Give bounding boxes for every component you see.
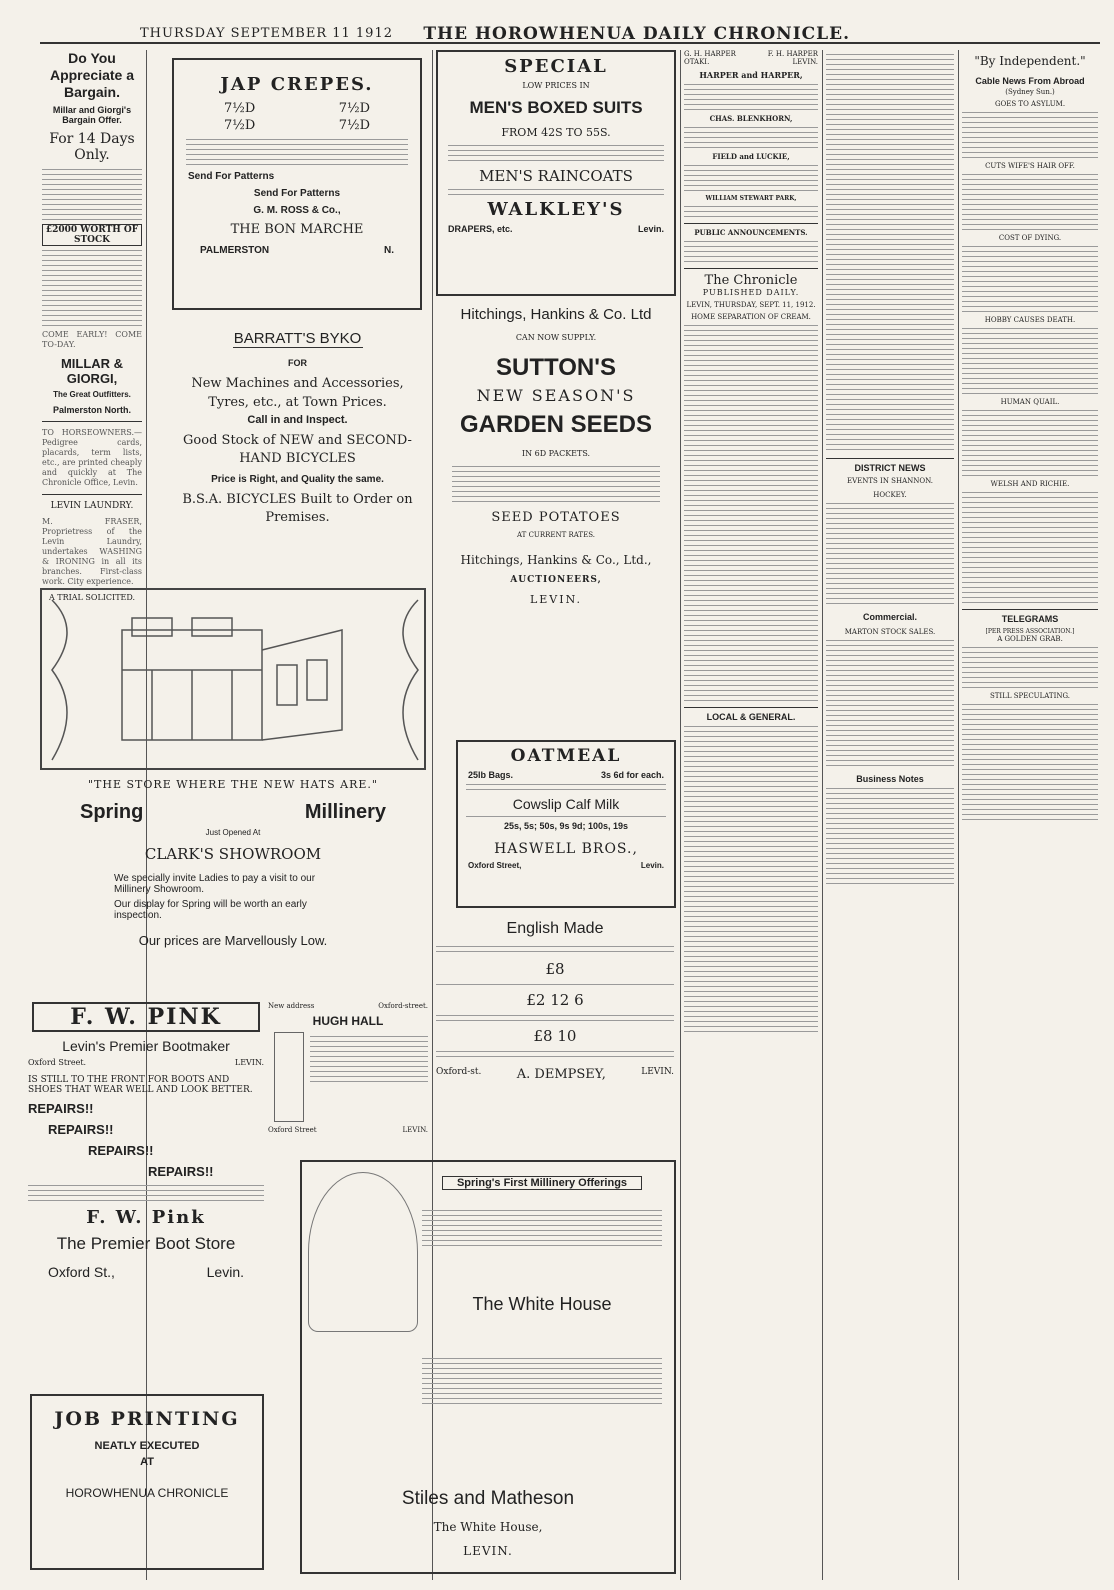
hockey-article (826, 503, 954, 604)
pink-still: IS STILL TO THE FRONT FOR BOOTS AND SHOES THAT WEAR WELL AND LOOK BETTER. (28, 1075, 253, 1095)
palmerston-north: Palmerston North. (52, 405, 131, 415)
hitchings-varieties (452, 466, 660, 502)
field-luckie: FIELD and LUCKIE, (712, 152, 790, 161)
column-rule (822, 50, 823, 1580)
cuts-hair: CUTS WIFE'S HAIR OFF. (985, 162, 1075, 170)
send-patterns-2: Send For Patterns (253, 188, 341, 199)
hitchings-packets: IN 6D PACKETS. (521, 449, 591, 458)
oatmeal-prices: 25s, 5s; 50s, 9s 9d; 100s, 19s (503, 821, 629, 831)
stiles-white-house: The White House (472, 1294, 612, 1314)
clarks-ad (40, 778, 426, 1000)
dempsey-price2: £2 12 6 (526, 991, 584, 1009)
dempsey-name: A. DEMPSEY, (516, 1067, 606, 1082)
welsh-richie: WELSH AND RICHIE. (990, 480, 1070, 488)
palmerston-n: N. (384, 245, 394, 256)
sydney-sun: (Sydney Sun.) (1005, 88, 1055, 96)
laundry-text: M. FRASER, Proprietress of the Levin Laundry, undertakes WASHING & IRONING in all its branches. First-class work. City experience. (42, 517, 142, 586)
separation-article (684, 325, 818, 701)
hitchings-title: Hitchings, Hankins & Co. Ltd (460, 306, 652, 323)
oatmeal-ad (456, 740, 676, 908)
walkley-ad (436, 50, 676, 296)
dempsey-levin: LEVIN. (641, 1067, 674, 1077)
job-chronicle: HOROWHENUA CHRONICLE (65, 1486, 229, 1500)
local-article (684, 726, 818, 1032)
hair-text (962, 174, 1098, 230)
laundry-solicited: A TRIAL SOLICITED. (48, 593, 136, 602)
marton-heading: MARTON STOCK SALES. (844, 628, 936, 636)
hugh-addr: New address (268, 1002, 315, 1010)
col5-article-1 (826, 54, 954, 450)
pink-ad (28, 1002, 264, 1382)
price-1: 7½D (224, 101, 256, 116)
byko-title: BARRATT'S BYKO (233, 330, 362, 347)
horseowners-notice: TO HORSEOWNERS.—Pedigree cards, placards, term lists, etc., are printed cheaply and quickly at The Chronicle Office, Levin. (42, 428, 142, 487)
dempsey-text-3 (436, 1015, 674, 1021)
business-article (826, 788, 954, 884)
harper-firm: HARPER and HARPER, (699, 70, 803, 80)
pink-repairs-2: REPAIRS!! (48, 1122, 114, 1137)
cost-dying: COST OF DYING. (998, 234, 1062, 242)
pink-logo: F. W. Pink (86, 1207, 206, 1228)
blenkhorn-text (684, 127, 818, 148)
by-independent: "By Independent." (974, 54, 1086, 68)
press-association: [PER PRESS ASSOCIATION.] (985, 628, 1075, 635)
hockey-heading: HOCKEY. (873, 491, 907, 499)
send-patterns-1: Send For Patterns (188, 171, 275, 182)
job-at: AT (140, 1456, 154, 1468)
separation-heading: HOME SEPARATION OF CREAM. (691, 313, 811, 321)
walkley-suits: MEN'S BOXED SUITS (469, 98, 643, 117)
laundry-heading: LEVIN LAUNDRY. (50, 501, 134, 511)
oatmeal-price: 3s 6d for each. (600, 770, 664, 780)
hugh-oxf: Oxford-street. (378, 1002, 428, 1010)
stock-value: £2000 WORTH OF STOCK (42, 224, 142, 246)
pink-repairs-4: REPAIRS!! (148, 1164, 214, 1179)
asylum-text (962, 112, 1098, 158)
byko-l4: Good Stock of NEW and SECOND-HAND BICYCLES (183, 433, 412, 466)
oatmeal-bags: 25lb Bags. (468, 770, 514, 780)
oatmeal-text-2 (466, 816, 666, 817)
pink-title: F. W. PINK (32, 1002, 260, 1032)
commercial-heading: Commercial. (862, 612, 918, 622)
pink-levin: LEVIN. (234, 1058, 264, 1067)
job-printing-ad (30, 1394, 264, 1570)
byko-l5: Price is Right, and Quality the same. (211, 474, 384, 485)
fourteen-days: For 14 Days Only. (49, 131, 135, 163)
column-5 (826, 50, 954, 1580)
oatmeal-text (466, 784, 666, 790)
walkley-from: FROM 42S TO 55S. (501, 126, 611, 139)
price-4: 7½D (338, 118, 370, 133)
dempsey-ad (432, 920, 678, 1150)
welsh-text (962, 492, 1098, 603)
gm-ross: G. M. ROSS & Co., (253, 205, 341, 216)
byko-ad (170, 330, 425, 570)
harper-text (684, 84, 818, 110)
hitchings-season: NEW SEASON'S (476, 386, 636, 405)
bon-marche: THE BON MARCHE (230, 222, 364, 237)
dempsey-text (436, 946, 674, 952)
walkley-low: LOW PRICES IN (522, 81, 590, 90)
hitchings-auct: AUCTIONEERS, (510, 575, 602, 585)
dempsey-oxf: Oxford-st. (436, 1067, 482, 1077)
masthead-title: THE HOROWHENUA DAILY CHRONICLE. (423, 24, 850, 44)
column-rule (680, 50, 681, 1580)
harper-c1: G. H. HARPER (684, 50, 736, 58)
quail-text (962, 410, 1098, 476)
human-quail: HUMAN QUAIL. (1000, 398, 1060, 406)
clarks-spring: Spring (80, 801, 144, 823)
clarks-showroom: CLARK'S SHOWROOM (144, 845, 322, 863)
harper-c2b: LEVIN. (792, 58, 818, 66)
bargain-text (42, 169, 142, 220)
hugh-hall-ad (268, 1002, 428, 1152)
hobby-text (962, 328, 1098, 394)
bargain-text-2 (42, 250, 142, 326)
jap-crepes-ad (172, 58, 422, 310)
woman-illustration (308, 1172, 418, 1332)
district-news: DISTRICT NEWS (826, 458, 954, 473)
hugh-title: HUGH HALL (312, 1014, 384, 1028)
masthead-date: THURSDAY SEPTEMBER 11 1912 (140, 26, 393, 41)
dempsey-price1: £8 (545, 960, 565, 978)
pink-sub: Levin's Premier Bootmaker (62, 1038, 230, 1054)
clarks-millinery: Millinery (304, 801, 386, 823)
walkley-name: WALKLEY'S (487, 199, 625, 220)
oatmeal-levin: Levin. (640, 861, 664, 870)
hitchings-levin: LEVIN. (529, 593, 583, 606)
pink-repairs-1: REPAIRS!! (28, 1101, 94, 1116)
stiles-levin: LEVIN. (463, 1544, 513, 1558)
telegrams: TELEGRAMS (962, 609, 1098, 624)
field-text (684, 165, 818, 191)
walkley-special: SPECIAL (504, 56, 608, 77)
stiles-text (422, 1206, 662, 1250)
still-speculating: STILL SPECULATING. (989, 692, 1071, 700)
harper-c1b: OTAKI. (684, 58, 710, 66)
harper-c2: F. H. HARPER (767, 50, 818, 58)
stiles-addr: The White House, (433, 1520, 543, 1534)
column-6 (962, 50, 1098, 1580)
walkley-levin: Levin. (637, 224, 664, 234)
pink-street: Oxford Street. (28, 1058, 87, 1067)
spec-text (962, 704, 1098, 820)
price-3: 7½D (224, 118, 256, 133)
walkley-drapers: DRAPERS, etc. (448, 224, 513, 234)
walkley-text-2 (448, 189, 664, 195)
come-early: COME EARLY! COME TO-DAY. (42, 330, 142, 349)
dempsey-text-4 (436, 1051, 674, 1057)
column-rule (958, 50, 959, 1580)
clarks-invite: We specially invite Ladies to pay a visit to our Millinery Showroom. (114, 873, 316, 895)
clarks-quote: "THE STORE WHERE THE NEW HATS ARE." (88, 778, 378, 791)
hugh-illustration (274, 1032, 304, 1122)
masthead (40, 22, 1100, 44)
pink-text (28, 1185, 264, 1201)
dempsey-text-2 (436, 984, 674, 985)
bargain-heading: Do You Appreciate a Bargain. (49, 50, 135, 100)
oatmeal-title: OATMEAL (510, 746, 622, 766)
pink-lev: Levin. (206, 1264, 244, 1280)
hitchings-suttons: SUTTON'S (496, 354, 616, 381)
hitchings-rates: AT CURRENT RATES. (517, 531, 595, 539)
oatmeal-oxford: Oxford Street, (468, 861, 522, 870)
chronicle-dateline: LEVIN, THURSDAY, SEPT. 11, 1912. (686, 301, 816, 309)
price-2: 7½D (338, 101, 370, 116)
pink-oxford: Oxford St., (48, 1264, 115, 1280)
blenkhorn: CHAS. BLENKHORN, (709, 114, 793, 123)
hobby-death: HOBBY CAUSES DEATH. (984, 316, 1076, 324)
great-outfitters: The Great Outfitters. (53, 390, 131, 399)
byko-l3: Call in and Inspect. (247, 414, 348, 426)
chronicle-title: The Chronicle (684, 268, 818, 288)
golden-grab: A GOLDEN GRAB. (997, 635, 1063, 643)
hitchings-ad (436, 306, 676, 726)
hugh-text (310, 1032, 428, 1122)
chronicle-daily: PUBLISHED DAILY. (702, 288, 800, 297)
clarks-prices: Our prices are Marvellously Low. (138, 933, 328, 948)
dempsey-price3: £8 10 (533, 1027, 577, 1045)
oatmeal-haswell: HASWELL BROS., (494, 841, 638, 857)
goes-to-asylum: GOES TO ASYLUM. (994, 100, 1066, 108)
stiles-name: Stiles and Matheson (401, 1488, 575, 1509)
job-title: JOB PRINTING (54, 1408, 240, 1430)
hitchings-seeds: GARDEN SEEDS (459, 411, 653, 438)
public-announcements: PUBLIC ANNOUNCEMENTS. (684, 223, 818, 237)
grab-text (962, 647, 1098, 688)
millar-giorgi: MILLAR & GIORGI, (60, 356, 124, 386)
dempsey-title: English Made (506, 920, 604, 937)
hugh-foot-levin: LEVIN. (402, 1126, 428, 1134)
pink-premier: The Premier Boot Store (56, 1234, 236, 1253)
byko-l2: Tyres, etc., at Town Prices. (208, 395, 387, 410)
hitchings-supply: CAN NOW SUPPLY. (515, 333, 597, 342)
stewart-park: WILLIAM STEWART PARK, (705, 195, 797, 202)
stiles-head: Spring's First Millinery Offerings (442, 1176, 642, 1190)
local-general: LOCAL & GENERAL. (684, 707, 818, 722)
dying-text (962, 246, 1098, 312)
column-4 (684, 50, 818, 1580)
crepes-text (186, 139, 408, 165)
hitchings-potatoes: SEED POTATOES (491, 510, 621, 525)
byko-l6: B.S.A. BICYCLES Built to Order on Premises. (182, 492, 413, 525)
business-notes: Business Notes (856, 774, 924, 784)
byko-l1: New Machines and Accessories, (191, 376, 404, 391)
store-illustration (40, 588, 426, 770)
bargain-offer: Millar and Giorgi's Bargain Offer. (52, 105, 132, 125)
cable-news: Cable News From Abroad (975, 76, 1085, 86)
jap-crepes-title: JAP CREPES. (220, 74, 374, 95)
job-neatly: NEATLY EXECUTED (94, 1440, 200, 1452)
stiles-ad (300, 1160, 676, 1574)
oatmeal-cowslip: Cowslip Calf Milk (512, 796, 620, 812)
hitchings-firm: Hitchings, Hankins & Co., Ltd., (460, 553, 652, 567)
byko-for: FOR (288, 358, 307, 368)
clarks-display: Our display for Spring will be worth an early inspection. (114, 899, 307, 921)
palmerston: PALMERSTON (200, 245, 270, 256)
walkley-raincoats: MEN'S RAINCOATS (479, 167, 633, 185)
park-text (684, 206, 818, 217)
pink-repairs-3: REPAIRS!! (88, 1143, 154, 1158)
walkley-text (448, 145, 664, 161)
marton-article (826, 640, 954, 766)
hugh-foot-street: Oxford Street (268, 1126, 317, 1134)
clarks-opened: Just Opened At (205, 828, 261, 837)
announcements-text (684, 241, 818, 262)
events-shannon: EVENTS IN SHANNON. (846, 477, 934, 485)
stiles-text-2 (422, 1354, 662, 1408)
